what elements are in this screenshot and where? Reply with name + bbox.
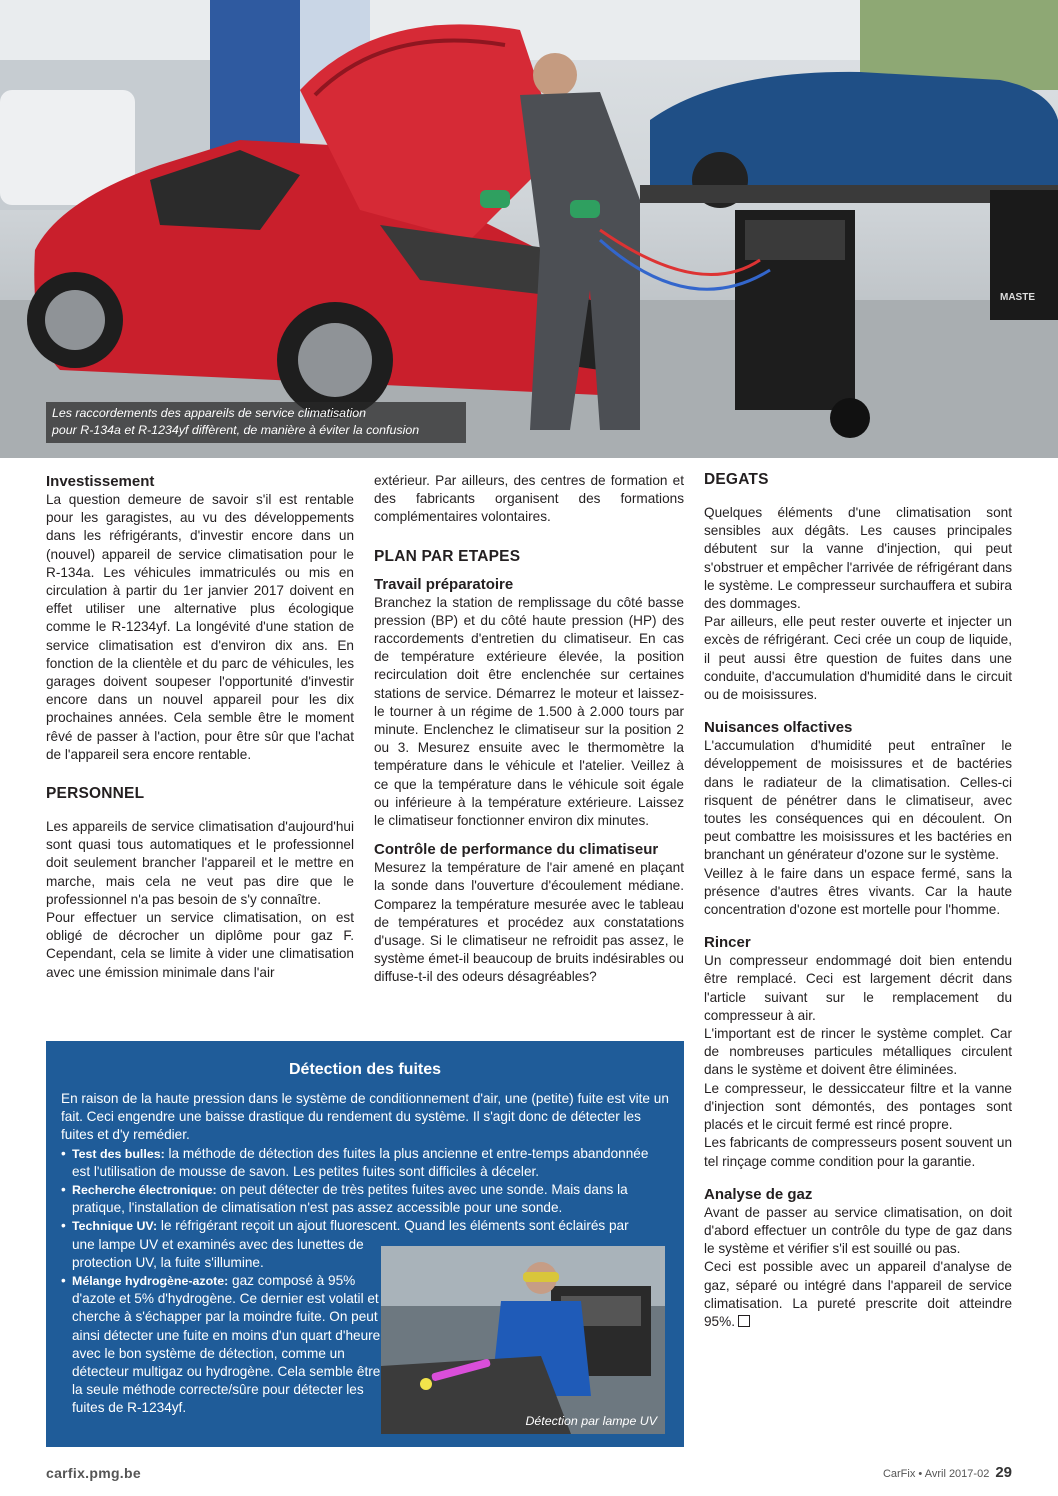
term-bubbles: Test des bulles: bbox=[72, 1146, 165, 1161]
paragraph-rincer-3: Le compresseur, le dessiccateur filtre et la vanne d'injection sont démontés, des pontages sont placés et le circuit fermé est rincé propre. bbox=[704, 1080, 1012, 1133]
detection-method-list bbox=[61, 1145, 669, 1236]
paragraph-rincer-2: L'important est de rincer le système complet. Car de nombreuses particules métalliques circulent dans le système et doivent être éliminées. bbox=[704, 1026, 1012, 1078]
term-hydrogen: Mélange hydrogène-azote: bbox=[72, 1274, 229, 1289]
photo-caption bbox=[46, 402, 466, 443]
inset-caption: Détection par lampe UV bbox=[525, 1414, 657, 1428]
uv-continuation: une lampe UV et examinés avec des lunettes de protection UV, la fuite s'illumine. bbox=[72, 1236, 364, 1270]
text-bubbles: la méthode de détection des fuites la plus ancienne et entre-temps abandonnée est l'utilisation de mousse de savon. Les petites fuites sont difficiles à déceler. bbox=[72, 1145, 649, 1179]
heading-analyse-de-gaz: Analyse de gaz bbox=[704, 1185, 813, 1203]
heading-rincer: Rincer bbox=[704, 934, 751, 952]
text-uv: le réfrigérant reçoit un ajout fluorescent. Quand les éléments sont éclairés par bbox=[157, 1218, 629, 1234]
paragraph-rincer-1: Un compresseur endommagé doit bien entendu être remplacé. Ceci est largement décrit dans l'article suivant sur le remplacement du compresseur à air. bbox=[704, 953, 1012, 1023]
term-electronic: Recherche électronique: bbox=[72, 1183, 217, 1198]
footer-website: carfix.pmg.be bbox=[46, 1465, 141, 1481]
paragraph-travail-preparatoire: Branchez la station de remplissage du côté basse pression (BP) et du côté haute pression (HP) des raccordements d'entretien du climatiseur. En cas de température extérieure élevée, la position recirculation doit être enclenchée sur certaines stations de service. Démarrez le moteur et laissez-le tourner à un régime de 1.500 à 2.000 tours par minute. Enclenchez le climatiseur sur la position 2 ou 3. Mesurez ensuite avec le thermomètre la température dans le véhicule et l'atelier. Veillez à ce que la température dans le véhicule soit égale ou inférieure à la température extérieure. Laissez le climatiseur fonctionner environ dix minutes. bbox=[374, 594, 684, 829]
paragraph-degats-1: Quelques éléments d'une climatisation sont sensibles aux dégâts. Les causes principales débutent sur la vanne d'injection, qui peut s'obstruer et empêcher l'arrivée de réfrigérant dans le système. Le compresseur surchauffera et subira des dommages. bbox=[704, 505, 1012, 612]
paragraph-personnel-2: Pour effectuer un service climatisation, on est obligé de décrocher un diplôme pour gaz F. Cependant, cela se limite à vider une climatisation avec une émission minimale dans l'air bbox=[46, 910, 354, 980]
box-lower-text bbox=[61, 1236, 394, 1418]
page-number: 29 bbox=[995, 1464, 1012, 1481]
caption-line-1: Les raccordements des appareils de service climatisation bbox=[52, 406, 367, 420]
paragraph-analyse-2 bbox=[704, 1258, 1012, 1331]
heading-investissement: Investissement bbox=[46, 473, 155, 490]
uv-lamp-photo bbox=[381, 1246, 665, 1434]
hero-photo bbox=[0, 0, 1058, 458]
column-1 bbox=[46, 472, 354, 982]
heading-nuisances-olfactives: Nuisances olfactives bbox=[704, 719, 853, 737]
paragraph-rincer-4: Les fabricants de compresseurs posent souvent un tel rinçage comme condition pour la garantie. bbox=[704, 1135, 1012, 1169]
list-item-bubbles bbox=[61, 1145, 669, 1181]
paragraph-nuisances-1: L'accumulation d'humidité peut entraîner le développement de moisissures et de bactéries dans le radiateur de la climatisation. Celles-ci risquent de pénétrer dans le climatiseur, avec toutes les conséquences qui en découlent. On peut combattre les moisissures et les bactéries en branchant un générateur d'ozone sur le système. bbox=[704, 738, 1012, 863]
box-title: Détection des fuites bbox=[288, 1061, 442, 1078]
text-electronic: on peut détecter de très petites fuites avec une sonde. Mais dans la pratique, l'installation de climatisation n'est pas assez accessible pour une sonde. bbox=[72, 1182, 628, 1216]
heading-personnel: PERSONNEL bbox=[46, 785, 145, 803]
uv-lamp-illustration bbox=[381, 1246, 665, 1434]
heading-plan-par-etapes: PLAN PAR ETAPES bbox=[374, 547, 521, 565]
column-2 bbox=[374, 472, 684, 987]
column-3 bbox=[704, 470, 1012, 1331]
paragraph-controle-performance: Mesurez la température de l'air amené en plaçant la sonde dans l'ouverture d'écoulement médiane. Comparez la température mesurée avec le tableau de températures et procédez aux constatations d'usage. Si le climatiseur ne refroidit pas assez, le système émet-il beaucoup de bruits indésirables ou diffuse-t-il des odeurs désagréables? bbox=[374, 860, 684, 985]
list-item-electronic bbox=[61, 1181, 669, 1217]
issue-label: CarFix • Avril 2017-02 bbox=[882, 1468, 990, 1480]
paragraph-degats-2: Par ailleurs, elle peut rester ouverte et injecter un excès de réfrigérant. Ceci crée un coup de liquide, il peut aussi être question de fuites dans une conduite, d'accumulation d'humidité dans le circuit ou de moisissures. bbox=[704, 614, 1012, 703]
heading-degats: DEGATS bbox=[704, 471, 769, 488]
text-hydrogen: gaz composé à 95% d'azote et 5% d'hydrogène. Ce dernier est volatil et cherche à s'échapper par la moindre fuite. On peut ainsi détecter une fuite en moins d'un quart d'heure avec le bon système de détection, comme un détecteur multigaz ou hydrogène. Cela semble être la seule méthode correcte/sûre pour détecter les fuites de R-1234yf. bbox=[72, 1273, 381, 1416]
paragraph-analyse-1: Avant de passer au service climatisation, on doit d'abord effectuer un contrôle du type de gaz dans le système et vérifier s'il est souillé ou pas. bbox=[704, 1204, 1012, 1257]
workshop-illustration bbox=[0, 0, 1058, 458]
paragraph-nuisances-2: Veillez à le faire dans un espace fermé, sans la présence d'autres êtres vivants. Car la haute concentration d'ozone est mortelle pour l'homme. bbox=[704, 865, 1012, 918]
paragraph-investissement: La question demeure de savoir s'il est rentable pour les garagistes, au vu des développements dans les réfrigérants, d'investir encore dans un (nouvel) appareil de service climatisation pour le R-134a. Les véhicules immatriculés ou mis en circulation à partir du 1er janvier 2017 doivent en effet utiliser une alternative plus écologique comme le R-1234yf. La longévité d'une station de service climatisation est d'environ dix ans. En fonction de la clientèle et du parc de véhicules, les garages doivent soupeser l'opportunité d'investir encore dans un nouvel appareil pour les dix prochaines années. Cela semble être le moment rêvé de passer à l'action, pour être sûr que l'achat de l'appareil sera encore rentable. bbox=[46, 492, 354, 762]
paragraph-personnel-1: Les appareils de service climatisation d'aujourd'hui sont quasi tous automatiques et le professionnel doit seulement brancher l'appareil et le mettre en marche, mais cela ne veut pas dire que le professionnel n'a pas besoin de s'y connaître. bbox=[46, 819, 354, 907]
analyse-2-text: Ceci est possible avec un appareil d'analyse de gaz, séparé ou intégré dans l'appareil de service climatisation. La pureté prescrite doit atteindre 95%. bbox=[704, 1259, 1012, 1329]
box-intro: En raison de la haute pression dans le système de conditionnement d'air, une (petite) fuite est vite un fait. Ceci engendre une baisse drastique du rendement du système. Il s'agit donc de détecter les fuites et d'y remédier. bbox=[61, 1091, 669, 1143]
list-item-uv bbox=[61, 1217, 669, 1235]
footer-issue bbox=[883, 1464, 1012, 1481]
list-item-hydrogen: • Mélange hydrogène-azote: gaz composé à 95% d'azote et 5% d'hydrogène. Ce dernier est volatil et cherche à s'échapper par la moindre fuite. On peut ainsi détecter une fuite en moins d'un quart d'heure avec le bon système de détection, comme un détecteur multigaz ou hydrogène. Cela semble être la seule méthode correcte/sûre pour détecter les fuites de R-1234yf. bbox=[61, 1273, 381, 1416]
heading-controle-performance: Contrôle de performance du climatiseur bbox=[374, 841, 659, 859]
end-of-article-square-icon bbox=[738, 1315, 750, 1327]
term-uv: Technique UV: bbox=[72, 1219, 158, 1234]
caption-line-2: pour R-134a et R-1234yf diffèrent, de manière à éviter la confusion bbox=[52, 423, 420, 437]
paragraph-continuation: extérieur. Par ailleurs, des centres de formation et des fabricants organisent des formations complémentaires volontaires. bbox=[374, 473, 684, 525]
heading-travail-preparatoire: Travail préparatoire bbox=[374, 575, 514, 593]
machine-brand-label: MASTE bbox=[1000, 292, 1035, 303]
